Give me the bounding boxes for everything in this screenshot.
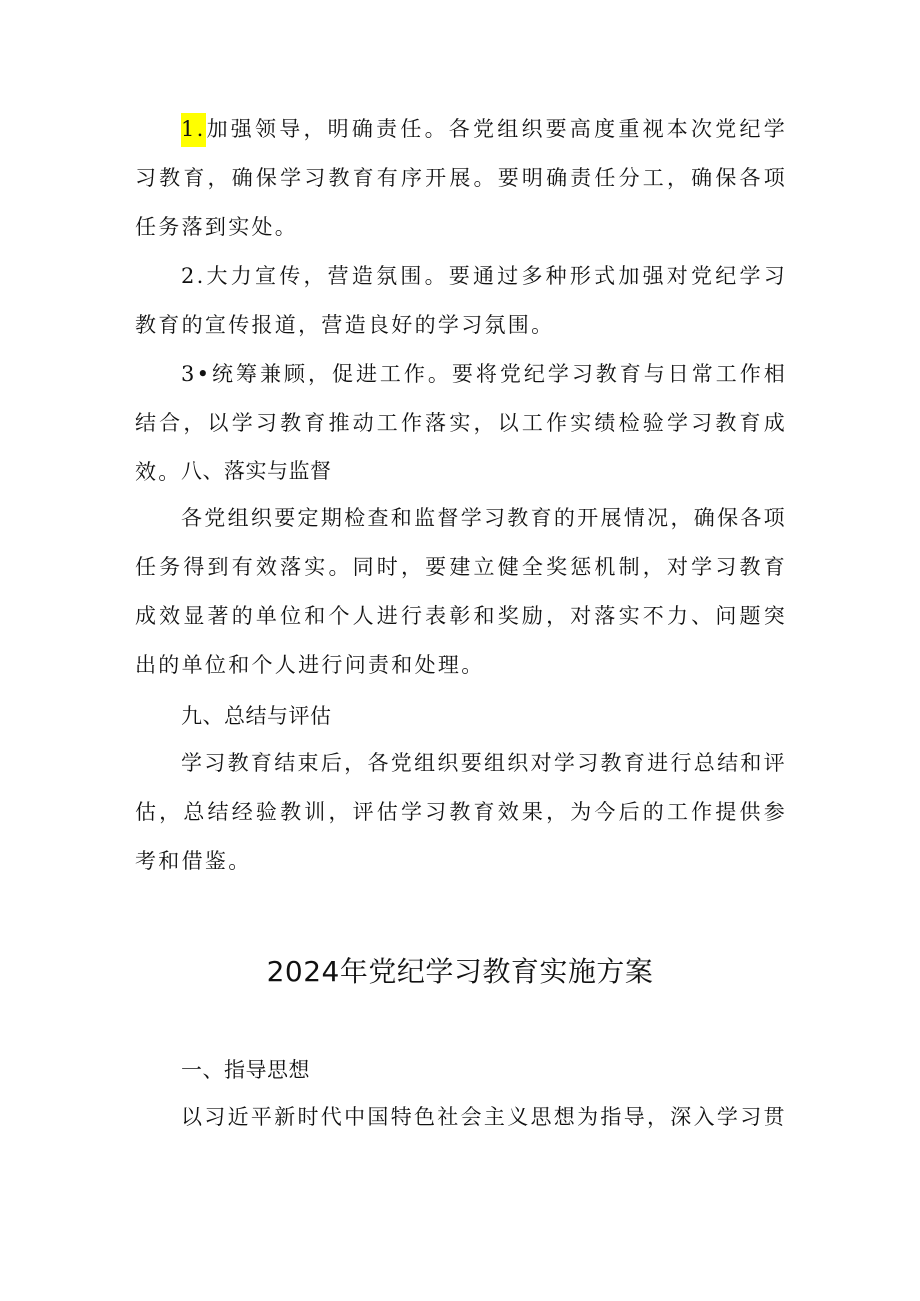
paragraph-item-2: 2.大力宣传，营造氛围。要通过多种形式加强对党纪学习教育的宣传报道，营造良好的学习氛围。: [135, 264, 787, 337]
section-heading-9: 九、总结与评估: [181, 704, 332, 728]
highlighted-item-number: 1.: [181, 113, 206, 147]
section-heading-8: 八、落实与监督: [181, 459, 332, 483]
paragraph-item-3: 3•统筹兼顾，促进工作。要将党纪学习教育与日常工作相结合，以学习教育推动工作落实，以工作实绩检验学习教育成效。: [135, 362, 787, 484]
paragraph-item-1-text: 加强领导，明确责任。各党组织要高度重视本次党纪学习教育，确保学习教育有序开展。要明确责任分工，确保各项任务落到实处。: [135, 117, 787, 239]
section-heading-1: 一、指导思想: [181, 1058, 310, 1082]
paragraph-item-1: [135, 105, 787, 252]
section-9-body: 学习教育结束后，各党组织要组织对学习教育进行总结和评估，总结经验教训，评估学习教育效果，为今后的工作提供参考和借鉴。: [135, 751, 787, 873]
section-1-body: 以习近平新时代中国特色社会主义思想为指导，深入学习贯: [181, 1105, 787, 1129]
document-title: 2024年党纪学习教育实施方案: [266, 955, 654, 988]
section-8-body: 各党组织要定期检查和监督学习教育的开展情况，确保各项任务得到有效落实。同时，要建立健全奖惩机制，对学习教育成效显著的单位和个人进行表彰和奖励，对落实不力、问题突出的单位和个人进行问责和处理。: [135, 506, 787, 677]
